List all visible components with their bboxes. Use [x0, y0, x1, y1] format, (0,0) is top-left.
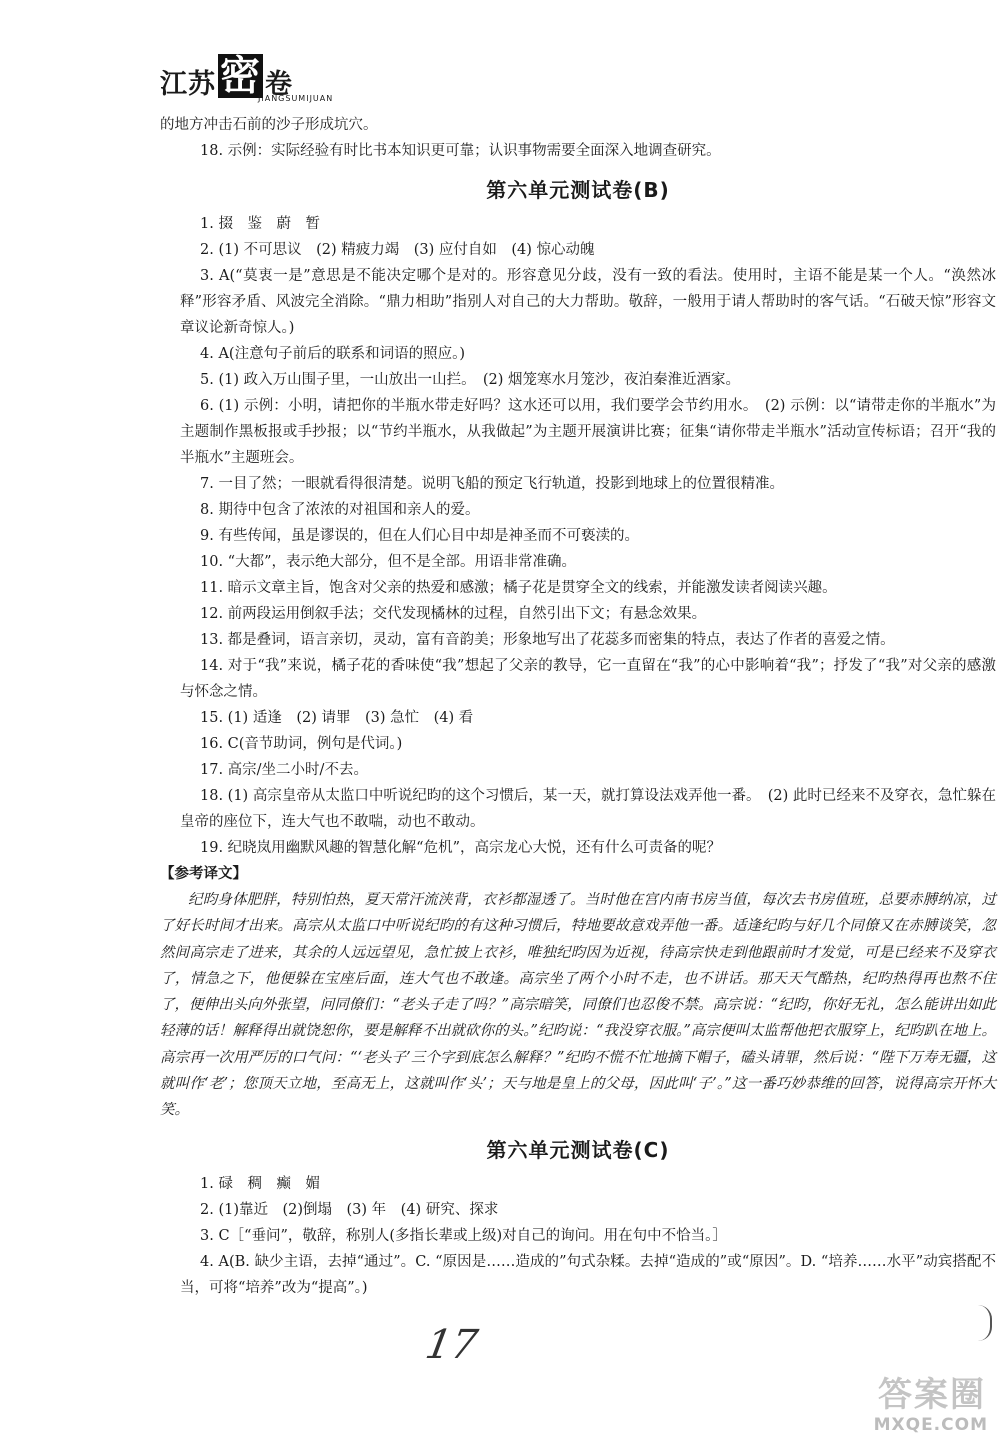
answer-line: 14. 对于“我”来说，橘子花的香味使“我”想起了父亲的教导，它一直留在“我”的心中影响着“我”；抒发了“我”对父亲的感激与怀念之情。	[180, 658, 996, 700]
answer-line: 1. 掇 鉴 蔚 暂	[200, 216, 320, 232]
answer-line: 13. 都是叠词，语言亲切，灵动，富有音韵美；形象地写出了花蕊多而密集的特点，表达了作者的喜爱之情。	[200, 632, 895, 648]
section-title-b: 第六单元测试卷(B)	[486, 178, 670, 202]
watermark-text: 答案圈	[878, 1375, 986, 1415]
reference-translation-label: 【参考译文】	[160, 866, 247, 882]
watermark-url: MXQE.COM	[873, 1415, 988, 1435]
reference-translation: 纪昀身体肥胖，特别怕热，夏天常汗流浃背，衣衫都湿透了。当时他在宫内南书房当值，每次去书房值班，总要赤膊纳凉，过了好长时间才出来。高宗从太监口中听说纪昀的有这种习惯后，特地要故意戏弄他一番。适逢纪昀与好几个同僚又在赤膊谈笑，忽然间高宗走了进来，其余的人远远望见，急忙披上衣衫，唯独纪昀因为近视，待高宗快走到他跟前时才发觉，可是已经来不及穿衣了，情急之下，他便躲在宝座后面，连大气也不敢逢。高宗坐了两个小时不走，也不讲话。那天天气酷热，纪昀热得再也熬不住了，便伸出头向外张望，问同僚们：“老头子走了吗？”高宗暗笑，同僚们也忍俊不禁。高宗说：“纪昀，你好无礼，怎么能讲出如此轻薄的话！解释得出就饶恕你，要是解释不出就砍你的头。”纪昀说：“我没穿衣服。”高宗便叫太监帮他把衣服穿上，纪昀趴在地上。高宗再一次用严厉的口气问：“‘老头子’三个字到底怎么解释？”纪昀不慌不忙地摘下帽子，磕头请罪，然后说：“陛下万寿无疆，这就叫作‘老’；您顶天立地，至高无上，这就叫作‘头’；天与地是皇上的父母，因此叫‘子’。”这一番巧妙恭维的回答，说得高宗开怀大笑。	[160, 892, 996, 1119]
brand-pinyin: JIANGSUMIJUAN	[258, 94, 334, 103]
answer-line: 18. (1) 高宗皇帝从太监口中听说纪昀的这个习惯后，某一天，就打算设法戏弄他一番。 (2) 此时已经来不及穿衣，急忙躲在皇帝的座位下，连大气也不敢喘，动也不敢动。	[180, 788, 996, 830]
section-title-c: 第六单元测试卷(C)	[486, 1137, 670, 1162]
answer-line: 19. 纪晓岚用幽默风趣的智慧化解“危机”，高宗龙心大悦，还有什么可责备的呢？	[200, 840, 721, 856]
answer-line: 16. C(音节助词，例句是代词。)	[200, 736, 403, 752]
section-b-answers	[160, 211, 996, 861]
answer-line: 12. 前两段运用倒叙手法；交代发现橘林的过程，自然引出下文；有悬念效果。	[200, 606, 707, 622]
answer-line: 4. A(B. 缺少主语，去掉“通过”。C. “原因是……造成的”句式杂糅。去掉“造成的”或“原因”。D. “培养……水平”动宾搭配不当，可将“培养”改为“提高”。)	[180, 1253, 996, 1296]
watermark	[846, 1327, 996, 1437]
answer-line: 3. A(“莫衷一是”意思是不能决定哪个是对的。形容意见分歧，没有一致的看法。使用时，主语不能是某一个人。“涣然冰释”形容矛盾、风波完全消除。“鼎力相助”指别人对自己的大力帮助。敬辞，一般用于请人帮助时的客气话。“石破天惊”形容文章议论新奇惊人。)	[180, 268, 996, 336]
answer-line: 5. (1) 政入万山围子里，一山放出一山拦。 (2) 烟笼寒水月笼沙，夜泊秦淮近酒家。	[200, 372, 740, 388]
continued-line: 的地方冲击石前的沙子形成坑穴。	[160, 117, 378, 133]
answer-line: 7. 一目了然；一眼就看得很清楚。说明飞船的预定飞行轨道，投影到地球上的位置很精准。	[200, 476, 784, 492]
answer-line: 3. C［“垂问”，敬辞，称别人(多指长辈或上级)对自己的询问。用在句中不恰当。］	[200, 1227, 727, 1244]
page-number: 17	[421, 1322, 481, 1368]
brand-mi-badge: 密	[220, 52, 261, 99]
brand-right: 卷	[265, 69, 293, 100]
answer-line: 15. (1) 适逢 (2) 请罪 (3) 急忙 (4) 看	[200, 710, 474, 726]
brand-left: 江苏	[160, 69, 216, 100]
answer-line: 6. (1) 示例：小明，请把你的半瓶水带走好吗？这水还可以用，我们要学会节约用水。 (2) 示例：以“请带走你的半瓶水”为主题制作黑板报或手抄报；以“节约半瓶水，从我做起”为主题开展演讲比赛；征集“请你带走半瓶水”活动宣传标语；召开“我的半瓶水”主题班会。	[180, 398, 996, 466]
answer-line: 9. 有些传闻，虽是谬误的，但在人们心目中却是神圣而不可亵渎的。	[200, 528, 639, 544]
page-content	[160, 112, 996, 1301]
answer-line: 4. A(注意句子前后的联系和词语的照应。)	[200, 346, 465, 362]
answer-line: 17. 高宗/坐二小时/不去。	[200, 762, 368, 778]
answer-line: 18. 示例：实际经验有时比书本知识更可靠；认识事物需要全面深入地调查研究。	[200, 143, 721, 159]
answer-line: 10. “大都”，表示绝大部分，但不是全部。用语非常准确。	[200, 554, 576, 570]
answer-line: 11. 暗示文章主旨，饱含对父亲的热爱和感激；橘子花是贯穿全文的线索，并能激发读者阅读兴趣。	[200, 580, 837, 596]
brand-logo	[160, 50, 360, 110]
answer-line: 1. 碌 稠 癫 媚	[200, 1175, 320, 1192]
section-c-answers	[160, 1171, 996, 1301]
answer-line: 2. (1)靠近 (2)倒塌 (3) 年 (4) 研究、探求	[200, 1201, 499, 1218]
answer-line: 8. 期待中包含了浓浓的对祖国和亲人的爱。	[200, 502, 480, 518]
answer-line: 2. (1) 不可思议 (2) 精疲力竭 (3) 应付自如 (4) 惊心动魄	[200, 242, 595, 258]
